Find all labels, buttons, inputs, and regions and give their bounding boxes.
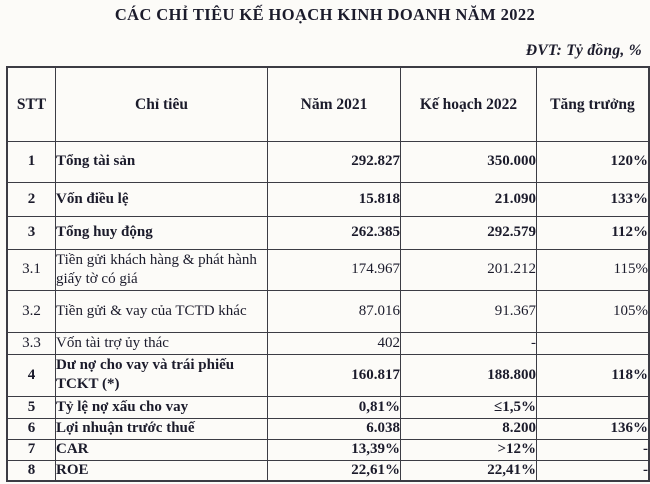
value-2021: 262.385 <box>268 216 401 249</box>
value-growth: - <box>537 460 650 481</box>
value-plan-2022: >12% <box>401 439 537 460</box>
row-label: Tổng tài sản <box>56 141 268 182</box>
row-number: 3.2 <box>7 290 56 332</box>
value-plan-2022: 91.367 <box>401 290 537 332</box>
page-title: CÁC CHỈ TIÊU KẾ HOẠCH KINH DOANH NĂM 2022 <box>114 5 536 24</box>
value-2021: 0,81% <box>268 396 401 418</box>
table-row <box>7 460 649 481</box>
value-growth: 115% <box>537 249 650 290</box>
table-row <box>7 396 649 418</box>
table-row <box>7 354 649 396</box>
row-number: 8 <box>7 460 56 481</box>
table-row <box>7 439 649 460</box>
header-row <box>7 67 649 141</box>
value-2021: 292.827 <box>268 141 401 182</box>
row-number: 4 <box>7 354 56 396</box>
value-2021: 174.967 <box>268 249 401 290</box>
value-growth: 118% <box>537 354 650 396</box>
value-plan-2022: 8.200 <box>401 418 537 439</box>
row-label: Vốn tài trợ ủy thác <box>56 332 268 354</box>
value-growth: - <box>537 439 650 460</box>
column-header-3: Kế hoạch 2022 <box>401 67 537 141</box>
value-growth: 112% <box>537 216 650 249</box>
value-growth: 120% <box>537 141 650 182</box>
value-2021: 15.818 <box>268 182 401 216</box>
row-label: Tiền gửi & vay của TCTD khác <box>56 290 268 332</box>
row-number: 5 <box>7 396 56 418</box>
value-plan-2022: ≤1,5% <box>401 396 537 418</box>
kpi-table <box>6 66 650 482</box>
value-plan-2022: 22,41% <box>401 460 537 481</box>
row-label: Tổng huy động <box>56 216 268 249</box>
table-row <box>7 141 649 182</box>
value-plan-2022: 292.579 <box>401 216 537 249</box>
value-plan-2022: - <box>401 332 537 354</box>
row-number: 1 <box>7 141 56 182</box>
table-row <box>7 216 649 249</box>
column-header-0: STT <box>7 67 56 141</box>
row-number: 2 <box>7 182 56 216</box>
table-row <box>7 249 649 290</box>
column-header-1: Chỉ tiêu <box>56 67 268 141</box>
value-2021: 6.038 <box>268 418 401 439</box>
value-growth <box>537 332 650 354</box>
value-plan-2022: 350.000 <box>401 141 537 182</box>
value-2021: 13,39% <box>268 439 401 460</box>
row-label: Vốn điều lệ <box>56 182 268 216</box>
row-number: 6 <box>7 418 56 439</box>
value-growth: 136% <box>537 418 650 439</box>
row-label: Tiền gửi khách hàng & phát hành giấy tờ có giá <box>56 249 268 290</box>
row-number: 3 <box>7 216 56 249</box>
value-plan-2022: 188.800 <box>401 354 537 396</box>
unit-note: ĐVT: Tỷ đồng, % <box>525 42 642 59</box>
row-number: 3.3 <box>7 332 56 354</box>
row-label: Tỷ lệ nợ xấu cho vay <box>56 396 268 418</box>
value-2021: 22,61% <box>268 460 401 481</box>
value-plan-2022: 201.212 <box>401 249 537 290</box>
table-row <box>7 418 649 439</box>
value-2021: 402 <box>268 332 401 354</box>
row-label: CAR <box>56 439 268 460</box>
row-number: 7 <box>7 439 56 460</box>
table-body <box>7 141 649 481</box>
table-row <box>7 290 649 332</box>
row-label: Dư nợ cho vay và trái phiếu TCKT (*) <box>56 354 268 396</box>
value-growth: 133% <box>537 182 650 216</box>
row-label: Lợi nhuận trước thuế <box>56 418 268 439</box>
value-growth <box>537 396 650 418</box>
column-header-4: Tăng trưởng <box>537 67 650 141</box>
value-2021: 87.016 <box>268 290 401 332</box>
row-label: ROE <box>56 460 268 481</box>
column-header-2: Năm 2021 <box>268 67 401 141</box>
row-number: 3.1 <box>7 249 56 290</box>
table-header <box>7 67 649 141</box>
value-2021: 160.817 <box>268 354 401 396</box>
table-row <box>7 332 649 354</box>
table-row <box>7 182 649 216</box>
value-growth: 105% <box>537 290 650 332</box>
value-plan-2022: 21.090 <box>401 182 537 216</box>
